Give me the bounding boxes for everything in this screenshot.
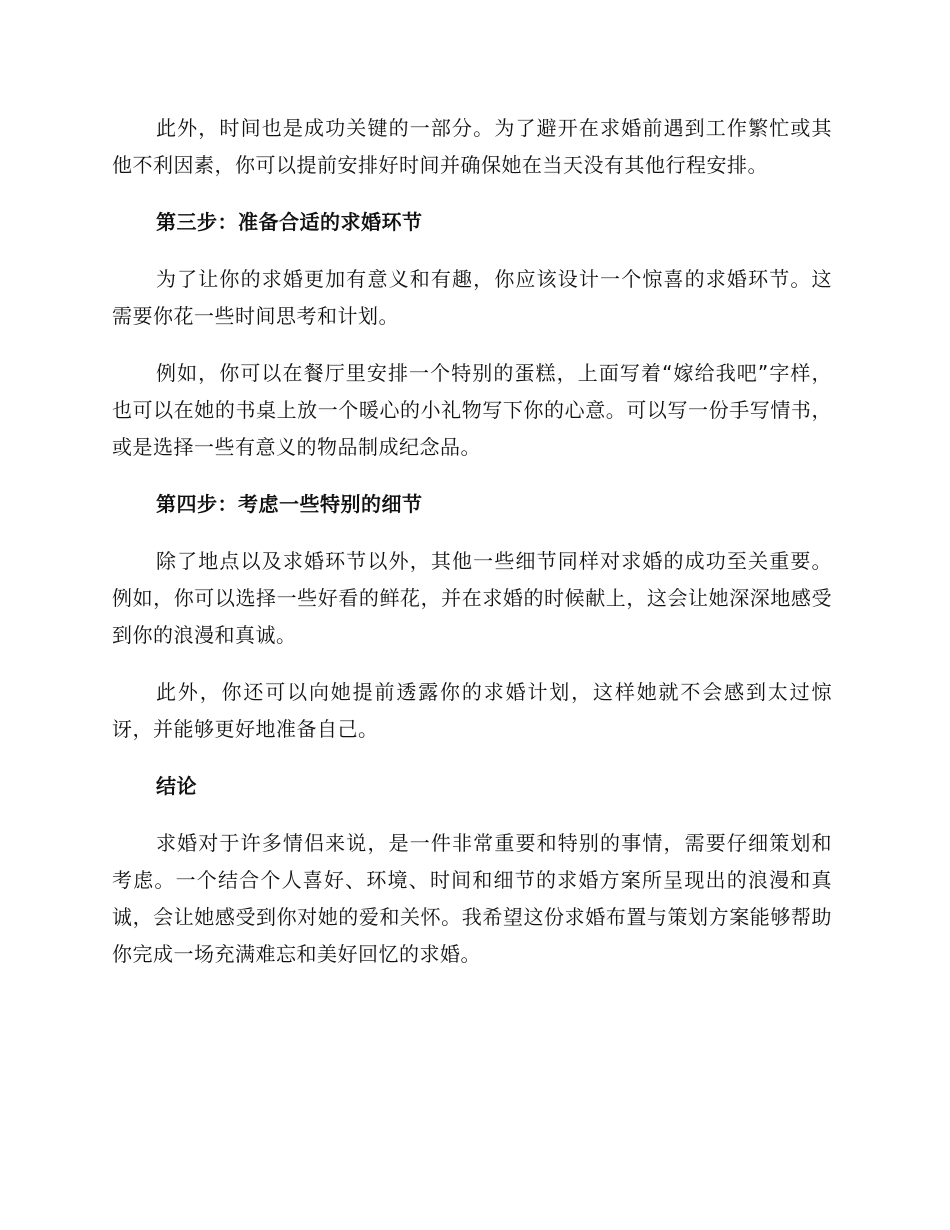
document-body xyxy=(112,110,832,993)
heading-step-four: 第四步：考虑一些特别的细节 xyxy=(156,492,423,516)
paragraph-surprise-segment: 为了让你的求婚更加有意义和有趣，你应该设计一个惊喜的求婚环节。这需要你花一些时间思考和计划。 xyxy=(112,267,832,328)
heading-conclusion: 结论 xyxy=(156,774,197,798)
paragraph-reveal-plan: 此外，你还可以向她提前透露你的求婚计划，这样她就不会感到太过惊讶，并能够更好地准备自己。 xyxy=(112,680,832,741)
paragraph-examples: 例如，你可以在餐厅里安排一个特别的蛋糕，上面写着“嫁给我吧”字样，也可以在她的书桌上放一个暖心的小礼物写下你的心意。可以写一份手写情书，或是选择一些有意义的物品制成纪念品。 xyxy=(112,361,832,459)
paragraph-conclusion: 求婚对于许多情侣来说，是一件非常重要和特别的事情，需要仔细策划和考虑。一个结合个人喜好、环境、时间和细节的求婚方案所呈现出的浪漫和真诚，会让她感受到你对她的爱和关怀。我希望这份求婚布置与策划方案能够帮助你完成一场充满难忘和美好回忆的求婚。 xyxy=(112,831,832,966)
heading-step-three: 第三步：准备合适的求婚环节 xyxy=(156,210,423,234)
paragraph-time-planning: 此外，时间也是成功关键的一部分。为了避开在求婚前遇到工作繁忙或其他不利因素，你可以提前安排好时间并确保她在当天没有其他行程安排。 xyxy=(112,116,832,177)
paragraph-details: 除了地点以及求婚环节以外，其他一些细节同样对求婚的成功至关重要。例如，你可以选择一些好看的鲜花，并在求婚的时候献上，这会让她深深地感受到你的浪漫和真诚。 xyxy=(112,549,832,647)
